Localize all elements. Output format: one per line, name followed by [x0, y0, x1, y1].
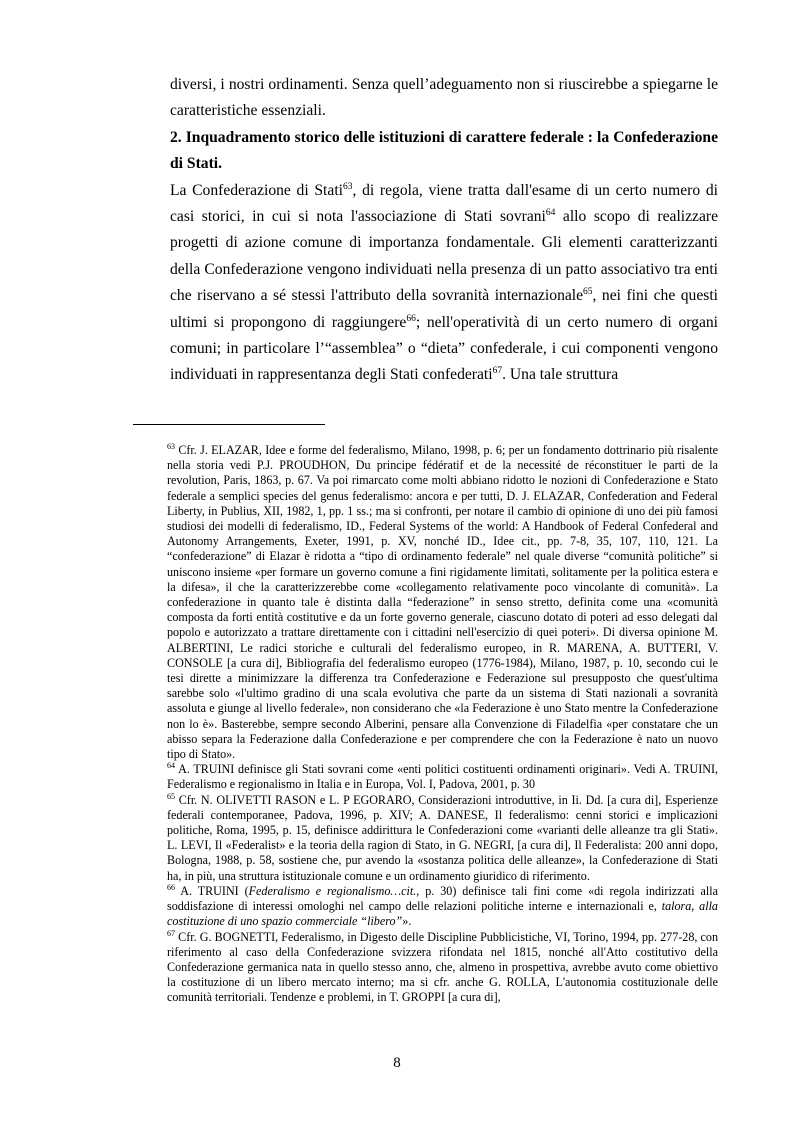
footnote-ref[interactable]: 64 [545, 207, 556, 218]
footnote-text: , p. 30) definisce tali fini come «di regola indirizzati alla soddisfazione di interessi omologhi nel campo delle relazioni politiche interne e internazionali e, [167, 883, 719, 914]
footnote-ref[interactable]: 65 [583, 287, 593, 298]
paragraph-continuation: diversi, i nostri ordinamenti. Senza quell’adeguamento non si riuscirebbe a spiegarne le caratteristiche essenziali. [170, 76, 718, 120]
footnote-italic: Federalismo e regionalismo…cit. [248, 883, 417, 898]
main-text-segment: , nei fini che questi ultimi si propongono di raggiungere [170, 287, 718, 331]
footnote-separator [133, 424, 325, 425]
main-text-segment: . Una tale struttura [502, 366, 619, 384]
footnote-text: A. TRUINI ( [180, 883, 249, 898]
footnote-67 [167, 930, 718, 1006]
footnote-ref[interactable]: 66 [406, 313, 416, 324]
footnote-number: 67 [167, 928, 175, 938]
footnote-number: 66 [167, 882, 175, 892]
footnotes [167, 443, 718, 1006]
main-text-segment: ; nell'operatività di un certo numero di organi comuni; in particolare l’“assemblea” o “dieta” confederale, i cui componenti vengono individuati in rappresentanza degli Stati confederati [170, 313, 719, 384]
footnote-number: 64 [167, 761, 175, 771]
footnote-65 [167, 793, 718, 884]
footnote-66 [167, 884, 718, 930]
footnote-italic: talora, alla costituzione di uno spazio commerciale “libero” [167, 899, 718, 929]
footnote-64 [167, 762, 718, 792]
footnote-text: Cfr. J. ELAZAR, Idee e forme del federalismo, Milano, 1998, p. 6; per un fondamento dottrinario più risalente nella storia vedi P.J. PROUDHON, Du principe fédératif et de la necessité de réconstituer le parti de la revolution, Paris, 1863, p. 67. Va poi rimarcato come molti abbiano ridotto le nozioni di Confederazione e Stato federale a semplici species del genus federalismo: ancora e per tutti, D. J. ELAZAR, Confederation and Federal Liberty, in Publius, XII, 1982, 1, pp. 1 ss.; ma si confronti, per notare il cambio di opinione di uno dei più famosi studiosi dei modelli di federalismo, ID., Federal Systems of the world: A Handbook of Federal Confederal and Autonomy Arrangements, Exeter, 1991, p. XV, nonché ID., Idee cit., pp. 7-8, 35, 107, 110, 121. La “confederazione” di Elazar è ridotta a “tipo di ordinamento federale” nel quale diverse “comunità politiche” si uniscono insieme «per formare un governo comune a fini rigidamente limitati, solitamente per la politica estera e la difesa», il che la caratterizzerebbe come «collegamento relativamente poco vincolante di comunità». La confederazione in quanto tale è distinta dalla “federazione” in senso stretto, definita come una «comunità composta da forti entità costitutive e da un forte governo generale, ciascuno dotato di poteri ad esso delegati dal popolo e autorizzato a trattare direttamente con i cittadini nell'esercizio di quei poteri». Di diversa opinione M. ALBERTINI, Le radici storiche e culturali del federalismo europeo, in R. MARENA, A. BUTTERI, V. CONSOLE [a cura di], Bibliografia del federalismo europeo (1776-1984), Milano, 1987, p. 10, secondo cui le tesi dirette a minimizzare la differenza tra Confederazione e Federazione sul presupposto che quest'ultima sarebbe solo «l'ultimo gradino di una scala evolutiva che parte da un sistema di Stati nazionali a sovranità assoluta e giunge al livello federale», non considerano che «la Federazione è uno Stato mentre la Confederazione non lo è». Basterebbe, sempre secondo Alberini, pensare alla Convenzione di Filadelfia «per constatare che un abisso separa la Federazione dalla Confederazione e per comprendere che con la Federazione è nato un nuovo tipo di Stato». [167, 443, 718, 762]
footnote-ref[interactable]: 67 [492, 366, 503, 377]
footnote-text: Cfr. G. BOGNETTI, Federalismo, in Digesto delle Discipline Pubblicistiche, VI, Torino, 1994, pp. 277-28, con riferimento al caso della Confederazione svizzera rifondata nel 1815, nonché all'Atto costitutivo della Confederazione germanica nata in quello stesso anno, che, almeno in prospettiva, avrebbe avuto come obiettivo la costituzione di un libero mercato interno; ma si cfr. anche G. ROLLA, L'autonomia costituzionale delle comunità territoriali. Tendenze e problemi, in T. GROPPI [a cura di], [167, 929, 719, 1005]
page-number: 8 [393, 1055, 401, 1071]
footnote-text: Cfr. N. OLIVETTI RASON e L. P EGORARO, Considerazioni introduttive, in Ii. Dd. [a cura di], Esperienze federali contemporanee, Padova, 1996, p. XIV; A. DANESE, Il federalismo: cenni storici e implicazioni politiche, Roma, 1995, p. 15, definisce addirittura le Confederazioni come «varianti delle alleanze tra gli Stati». L. LEVI, Il «Federalist» e la teoria della ragion di Stato, in G. NEGRI, [a cura di], Il Federalista: 200 anni dopo, Bologna, 1988, p. 58, sostiene che, pur avendo la «sostanza politica delle alleanze», la Confederazione di Stati ha, in più, una struttura istituzionale comune e un ordinamento giuridico di riferimento. [167, 792, 718, 883]
footnote-63 [167, 443, 718, 762]
main-text-segment: La Confederazione di Stati [170, 181, 343, 199]
footnote-text: A. TRUINI definisce gli Stati sovrani come «enti politici costituenti ordinamenti originari». Vedi A. TRUINI, Federalismo e regionalismo in Italia e in Europa, Vol. I, Padova, 2001, p. 30 [167, 762, 719, 792]
footnote-number: 63 [167, 441, 175, 451]
main-text [170, 72, 718, 389]
section-heading: 2. Inquadramento storico delle istituzioni di carattere federale : la Confederazione di Stati. [170, 128, 718, 173]
main-text-segment: , di regola, viene tratta dall'esame di un certo numero di casi storici, in cui si nota l'associazione di Stati sovrani [170, 181, 718, 226]
footnote-text: ». [402, 914, 412, 929]
main-text-segment: allo scopo di realizzare progetti di azione comune di importanza fondamentale. Gli elementi caratterizzanti della Confederazione vengono individuati nella presenza di un patto associativo tra enti che riservano a sé stessi l'attributo della sovranità internazionale [170, 208, 718, 305]
footnote-number: 65 [167, 791, 175, 801]
main-paragraph [170, 178, 718, 389]
footnote-ref[interactable]: 63 [342, 181, 353, 192]
